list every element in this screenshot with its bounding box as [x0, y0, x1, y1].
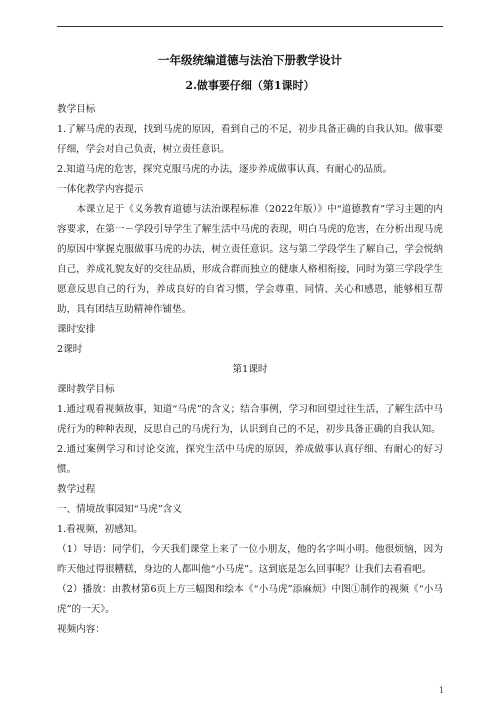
- lesson-one-heading: 第1课时: [232, 364, 268, 375]
- section-heading-teaching-process: 教学过程: [57, 484, 96, 495]
- document-title: 一年级统编道德与法治下册教学设计: [158, 53, 342, 67]
- process-substep-watch-video: 1.看视频，初感知。: [57, 524, 143, 535]
- integrated-content-paragraph: 本课立足于《义务教育道德与法治课程标准（2022年版）》中“道德教育”学习主题的内容要求，在第一－学段引导学生了解生活中马虎的表现，明白马虎的危害，在分析出现马虎的原因中掌握克服做事马虎的办法，树立责任意识。这与第二学段学生了解自己，学会悦纳自己，养成礼貌友好的交往品质，形成合群而独立的健康人格相衔接，同时为第三学段学生愿意反思自己的行为，养成良好的自省习惯，学会尊重、同情、关心和感恩，能够相互帮助，具有团结互助精神作铺垫。: [57, 204, 443, 315]
- process-step-heading: 一、情境故事园知“马虎”含义: [57, 504, 182, 515]
- teaching-goal-1: 1.了解马虎的表现，找到马虎的原因，看到自己的不足，初步具备正确的自我认知。做事要仔细，学会对自己负责，树立责任意识。: [57, 124, 443, 155]
- page-number: 1: [438, 686, 444, 695]
- lesson-subtitle: 2.做事要仔细（第1课时）: [185, 79, 315, 92]
- process-play-text: （2）播放：由教材第6页上方三幅图和绘本《“小马虎”添麻烦》中图①制作的视频《“小马虎”的一天》。: [57, 584, 443, 615]
- document-page: [57, 52, 443, 640]
- section-heading-teaching-goals: 教学目标: [57, 104, 96, 115]
- header-rule: [57, 26, 443, 27]
- section-heading-class-schedule: 课时安排: [57, 324, 96, 335]
- lesson-goal-1: 1.通过观看视频故事，知道“马虎”的含义；结合事例，学习和回望过往生活，了解生活中马虎行为的种种表现，反思自己的马虎行为，认识到自己的不足，初步具备正确的自我认知。: [57, 404, 443, 435]
- section-heading-lesson-goals: 课时教学目标: [57, 384, 115, 395]
- video-content-label: 视频内容：: [57, 624, 105, 635]
- class-count: 2课时: [57, 344, 83, 355]
- process-intro-text: （1）导语：同学们，今天我们课堂上来了一位小朋友，他的名字叫小明。他很烦恼，因为昨天他过得很糟糕，身边的人都叫他“小马虎”。这到底是怎么回事呢？让我们去看看吧。: [57, 544, 443, 575]
- lesson-goal-2: 2.通过案例学习和讨论交流，探究生活中马虎的原因，养成做事认真仔细、有耐心的好习惯。: [57, 444, 443, 475]
- teaching-goal-2: 2.知道马虎的危害，探究克服马虎的办法，逐步养成做事认真、有耐心的品质。: [57, 164, 393, 175]
- section-heading-integrated-content: 一体化教学内容提示: [57, 184, 144, 195]
